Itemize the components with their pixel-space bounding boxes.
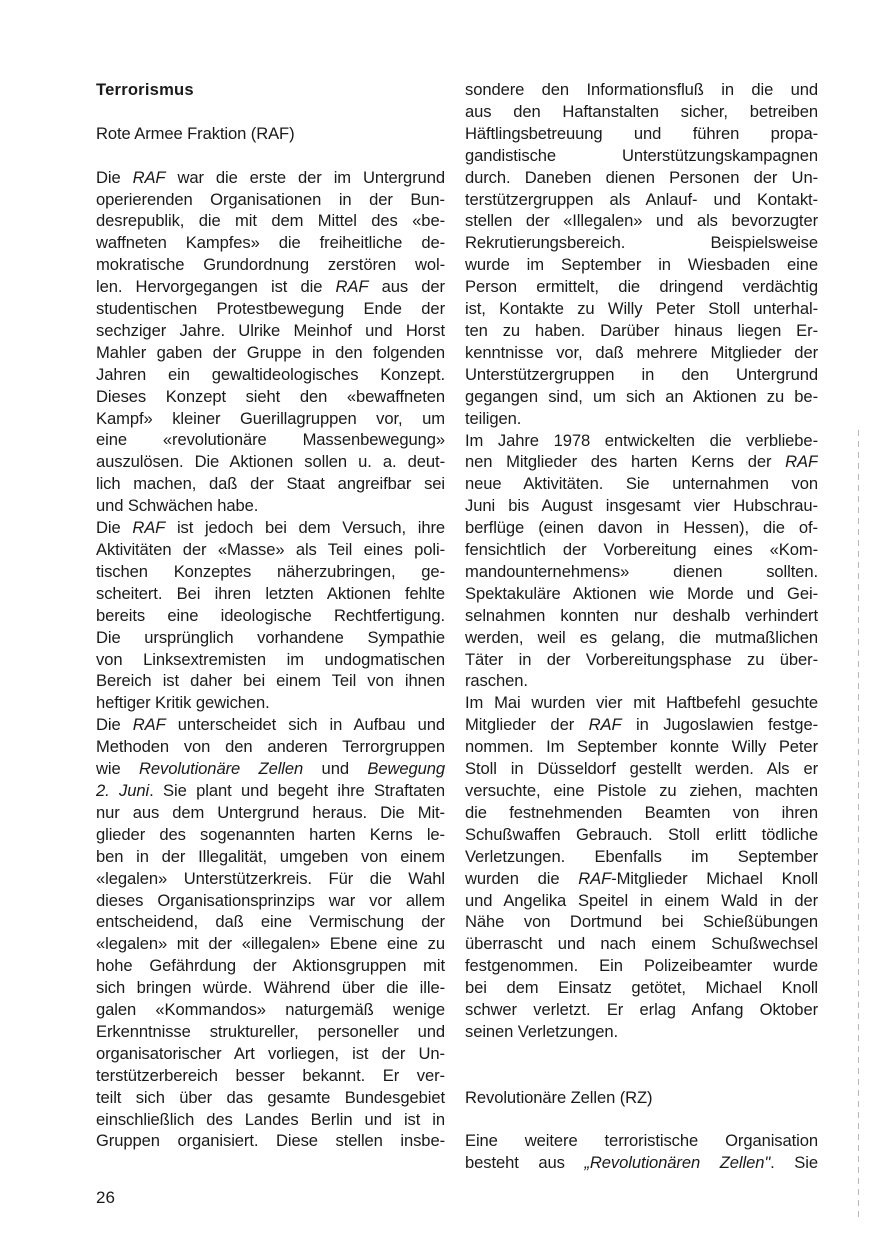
text-line: lich machen, daß der Staat angreifbar sei: [96, 474, 445, 494]
text-line: teilt sich über das gesamte Bundesgebiet: [96, 1087, 445, 1107]
text-line: ten zu haben. Darüber hinaus liegen Er-: [465, 320, 818, 340]
text-line: 2. Juni. Sie plant und begeht ihre Straftaten: [96, 780, 445, 800]
text-line: ben in der Illegalität, umgeben von einem: [96, 846, 445, 866]
right-column: [465, 79, 818, 1174]
text-line: Aktivitäten der «Masse» als Teil eines poli-: [96, 540, 445, 559]
text-line: Methoden von den anderen Terrorgruppen: [96, 737, 445, 757]
left-paragraph-1: [96, 167, 445, 518]
text-line: Stoll in Düsseldorf gestellt werden. Als er: [465, 759, 818, 779]
text-line: seinen Verletzungen.: [465, 1021, 618, 1041]
text-line: nommen. Im September konnte Willy Peter: [465, 737, 818, 757]
text-line: Schußwaffen Gebrauch. Stoll erlitt tödliche: [465, 824, 818, 844]
text-line: die festnehmenden Beamten von ihren: [465, 802, 818, 822]
text-line: Rekrutierungsbereich. Beispielsweise: [465, 233, 818, 253]
text-line: glieder des sogenannten harten Kerns le-: [96, 824, 445, 844]
text-line: selnahmen konnten nur deshalb verhindert: [465, 605, 818, 625]
text-line: wurden die RAF-Mitglieder Michael Knoll: [465, 868, 818, 888]
left-paragraph-3: [96, 714, 445, 1152]
text-line: besteht aus „Revolutionären Zellen". Sie: [465, 1153, 818, 1173]
text-line: dieses Organisationsprinzips war vor allem: [96, 890, 445, 910]
text-line: hohe Gefährdung der Aktionsgruppen mit: [96, 956, 445, 976]
text-line: mokratische Grundordnung zerstören wol-: [96, 255, 445, 275]
text-line: waffneten Kampfes» die freiheitliche de-: [96, 233, 445, 253]
text-line: desrepublik, die mit dem Mittel des «be-: [96, 211, 445, 231]
text-line: Verletzungen. Ebenfalls im September: [465, 846, 818, 866]
text-line: galen «Kommandos» naturgemäß wenige: [96, 1000, 445, 1020]
text-line: versuchte, eine Pistole zu ziehen, machten: [465, 781, 818, 800]
text-line: Erkenntnisse struktureller, personeller und: [96, 1021, 445, 1041]
text-line: sechziger Jahre. Ulrike Meinhof und Horst: [96, 320, 445, 340]
text-line: Mitglieder der RAF in Jugoslawien festge-: [465, 715, 818, 735]
text-line: Unterstützergruppen in den Untergrund: [465, 364, 818, 384]
subheading-rz: Revolutionäre Zellen (RZ): [465, 1087, 653, 1107]
text-line: festgenommen. Ein Polizeibeamter wurde: [465, 956, 818, 976]
text-line: aus den Haftanstalten sicher, betreiben: [465, 101, 818, 121]
text-line: entscheidend, daß eine Vermischung der: [96, 912, 445, 932]
subheading-raf: Rote Armee Fraktion (RAF): [96, 123, 295, 143]
text-line: operierenden Organisationen in der Bun-: [96, 189, 445, 209]
text-line: Spektakuläre Aktionen wie Morde und Gei-: [465, 583, 818, 603]
text-line: Kampf» kleiner Guerillagruppen vor, um: [96, 408, 445, 428]
text-line: Eine weitere terroristische Organisation: [465, 1131, 818, 1151]
text-line: kenntnisse vor, daß mehrere Mitglieder der: [465, 342, 818, 362]
text-line: bereits eine ideologische Rechtfertigung.: [96, 605, 445, 625]
text-line: Im Mai wurden vier mit Haftbefehl gesuchte: [465, 693, 818, 713]
text-line: mandounternehmens» dienen sollten.: [465, 561, 818, 581]
right-paragraph-1: [465, 79, 818, 430]
right-paragraph-4: [465, 1130, 818, 1174]
text-line: studentischen Protestbewegung Ende der: [96, 299, 445, 319]
right-paragraph-3: [465, 692, 818, 1043]
text-line: heftiger Kritik gewichen.: [96, 693, 270, 713]
text-line: Gruppen organisiert. Diese stellen insbe-: [96, 1131, 445, 1151]
text-line: teiligen.: [465, 408, 522, 428]
text-line: Juni bis August insgesamt vier Hubschrau-: [465, 496, 818, 516]
text-line: überrascht und nach einem Schußwechsel: [465, 934, 818, 954]
text-line: Dieses Konzept sieht den «bewaffneten: [96, 386, 445, 406]
section-heading: Terrorismus: [96, 80, 194, 99]
text-line: terstützergruppen als Anlauf- und Kontakt-: [465, 189, 818, 209]
text-line: len. Hervorgegangen ist die RAF aus der: [96, 277, 445, 297]
text-line: sich bringen würde. Während über die ille-: [96, 978, 445, 998]
text-line: Die RAF ist jedoch bei dem Versuch, ihre: [96, 518, 445, 538]
text-line: gegangen sind, um sich an Aktionen zu be-: [465, 386, 818, 406]
text-line: von Linksextremisten im undogmatischen: [96, 649, 445, 669]
text-line: Häftlingsbetreuung und führen propa-: [465, 123, 818, 143]
text-line: ist, Kontakte zu Willy Peter Stoll unterhal-: [465, 299, 818, 319]
text-line: nen Mitglieder des harten Kerns der RAF: [465, 452, 818, 472]
text-line: auszulösen. Die Aktionen sollen u. a. deut-: [96, 452, 445, 472]
text-line: tischen Konzeptes näherzubringen, ge-: [96, 561, 445, 581]
text-line: neue Aktivitäten. Sie unternahmen von: [465, 474, 818, 494]
text-line: raschen.: [465, 671, 528, 691]
text-line: Person ermittelt, die dringend verdächtig: [465, 277, 818, 297]
left-column: [96, 79, 445, 1152]
scan-edge-line: [858, 430, 859, 1220]
text-line: stellen der «Illegalen» und als bevorzugter: [465, 211, 818, 231]
text-line: schwer verletzt. Er erlag Anfang Oktober: [465, 1000, 818, 1020]
text-line: und Schwächen habe.: [96, 496, 259, 516]
text-line: Die RAF unterscheidet sich in Aufbau und: [96, 715, 445, 735]
text-line: berflüge (einen davon in Hessen), die of-: [465, 518, 818, 538]
text-line: einschließlich des Landes Berlin und ist in: [96, 1109, 445, 1129]
text-line: bei dem Einsatz getötet, Michael Knoll: [465, 978, 818, 998]
text-line: Jahren ein gewaltideologisches Konzept.: [96, 364, 445, 384]
text-line: organisatorischer Art vorliegen, ist der Un-: [96, 1043, 445, 1063]
left-paragraph-2: [96, 517, 445, 714]
right-paragraph-2: [465, 430, 818, 693]
text-line: durch. Daneben dienen Personen der Un-: [465, 167, 818, 187]
text-line: terstützerbereich besser bekannt. Er ver-: [96, 1065, 445, 1085]
text-line: Bereich ist daher bei einem Teil von ihnen: [96, 671, 445, 691]
text-line: sondere den Informationsfluß in die und: [465, 80, 818, 99]
text-line: nur aus dem Untergrund heraus. Die Mit-: [96, 802, 445, 822]
page-number: 26: [96, 1188, 115, 1207]
text-line: «legalen» mit der «illegalen» Ebene eine zu: [96, 934, 445, 954]
text-line: fensichtlich der Vorbereitung eines «Kom-: [465, 540, 818, 560]
text-line: gandistische Unterstützungskampagnen: [465, 145, 818, 165]
text-line: Täter in der Vorbereitungsphase zu über-: [465, 649, 818, 669]
text-line: und Angelika Speitel in einem Wald in der: [465, 890, 818, 910]
text-line: werden, weil es gelang, die mutmaßlichen: [465, 627, 818, 647]
text-line: wurde im September in Wiesbaden eine: [465, 255, 818, 275]
text-line: scheitert. Bei ihren letzten Aktionen fehlte: [96, 583, 445, 603]
text-line: eine «revolutionäre Massenbewegung»: [96, 430, 445, 450]
text-line: Die RAF war die erste der im Untergrund: [96, 167, 445, 187]
text-line: Mahler gaben der Gruppe in den folgenden: [96, 342, 445, 362]
text-line: Die ursprünglich vorhandene Sympathie: [96, 627, 445, 647]
text-line: Nähe von Dortmund bei Schießübungen: [465, 912, 818, 932]
text-line: «legalen» Unterstützerkreis. Für die Wahl: [96, 868, 445, 888]
text-line: wie Revolutionäre Zellen und Bewegung: [96, 759, 445, 779]
text-line: Im Jahre 1978 entwickelten die verbliebe-: [465, 430, 818, 450]
